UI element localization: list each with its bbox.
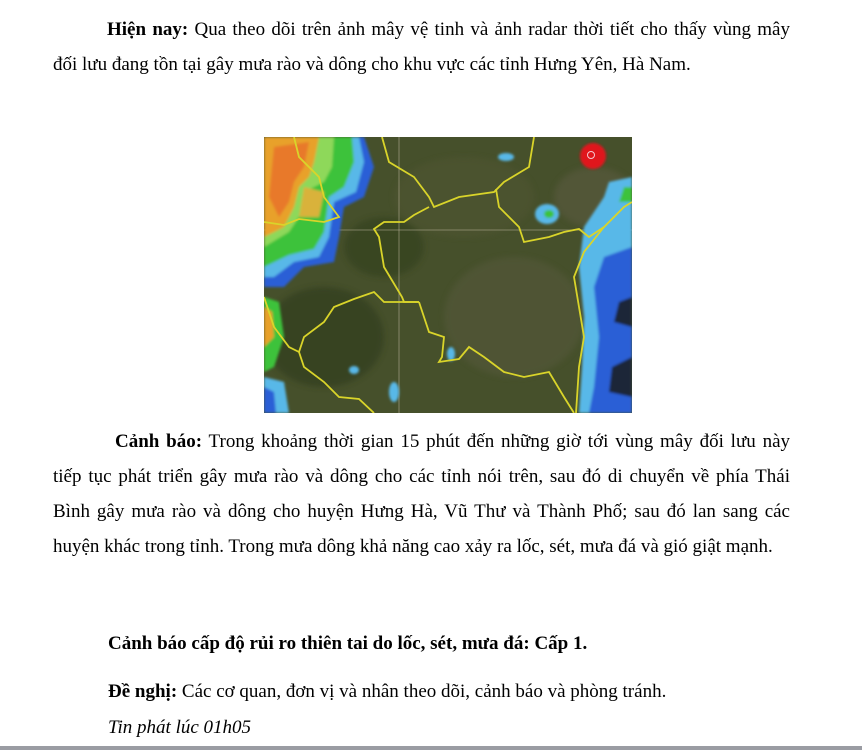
recommendation-paragraph <box>108 674 808 709</box>
recommendation-text: Các cơ quan, đơn vị và nhân theo dõi, cảnh báo và phòng tránh. <box>177 681 667 702</box>
location-marker <box>580 143 606 169</box>
recommendation-label: Đề nghị: <box>108 681 178 702</box>
issued-time: Tin phát lúc 01h05 <box>108 717 252 738</box>
radar-map-image <box>264 137 632 413</box>
warning-paragraph <box>53 424 790 564</box>
risk-level-text: Cảnh báo cấp độ rủi ro thiên tai do lốc, sét, mưa đá: Cấp 1. <box>108 633 588 654</box>
current-status-label: Hiện nay: <box>107 19 189 40</box>
risk-level-statement <box>108 626 808 661</box>
page-bottom-divider <box>0 746 862 750</box>
current-status-paragraph <box>53 12 790 82</box>
radar-satellite-map <box>264 137 632 413</box>
warning-label: Cảnh báo: <box>115 431 203 452</box>
current-status-text: Qua theo dõi trên ảnh mây vệ tinh và ảnh radar thời tiết cho thấy vùng mây đối lưu đang tồn tại gây mưa rào và dông cho khu vực các tỉnh Hưng Yên, Hà Nam. <box>53 19 790 75</box>
warning-text: Trong khoảng thời gian 15 phút đến những giờ tới vùng mây đối lưu này tiếp tục phát triển gây mưa rào và dông cho các tỉnh nói trên, sau đó di chuyển về phía Thái Bình gây mưa rào và dông cho huyện Hưng Hà, Vũ Thư và Thành Phố; sau đó lan sang các huyện khác trong tỉnh. Trong mưa dông khả năng cao xảy ra lốc, sét, mưa đá và gió giật mạnh. <box>53 431 790 557</box>
